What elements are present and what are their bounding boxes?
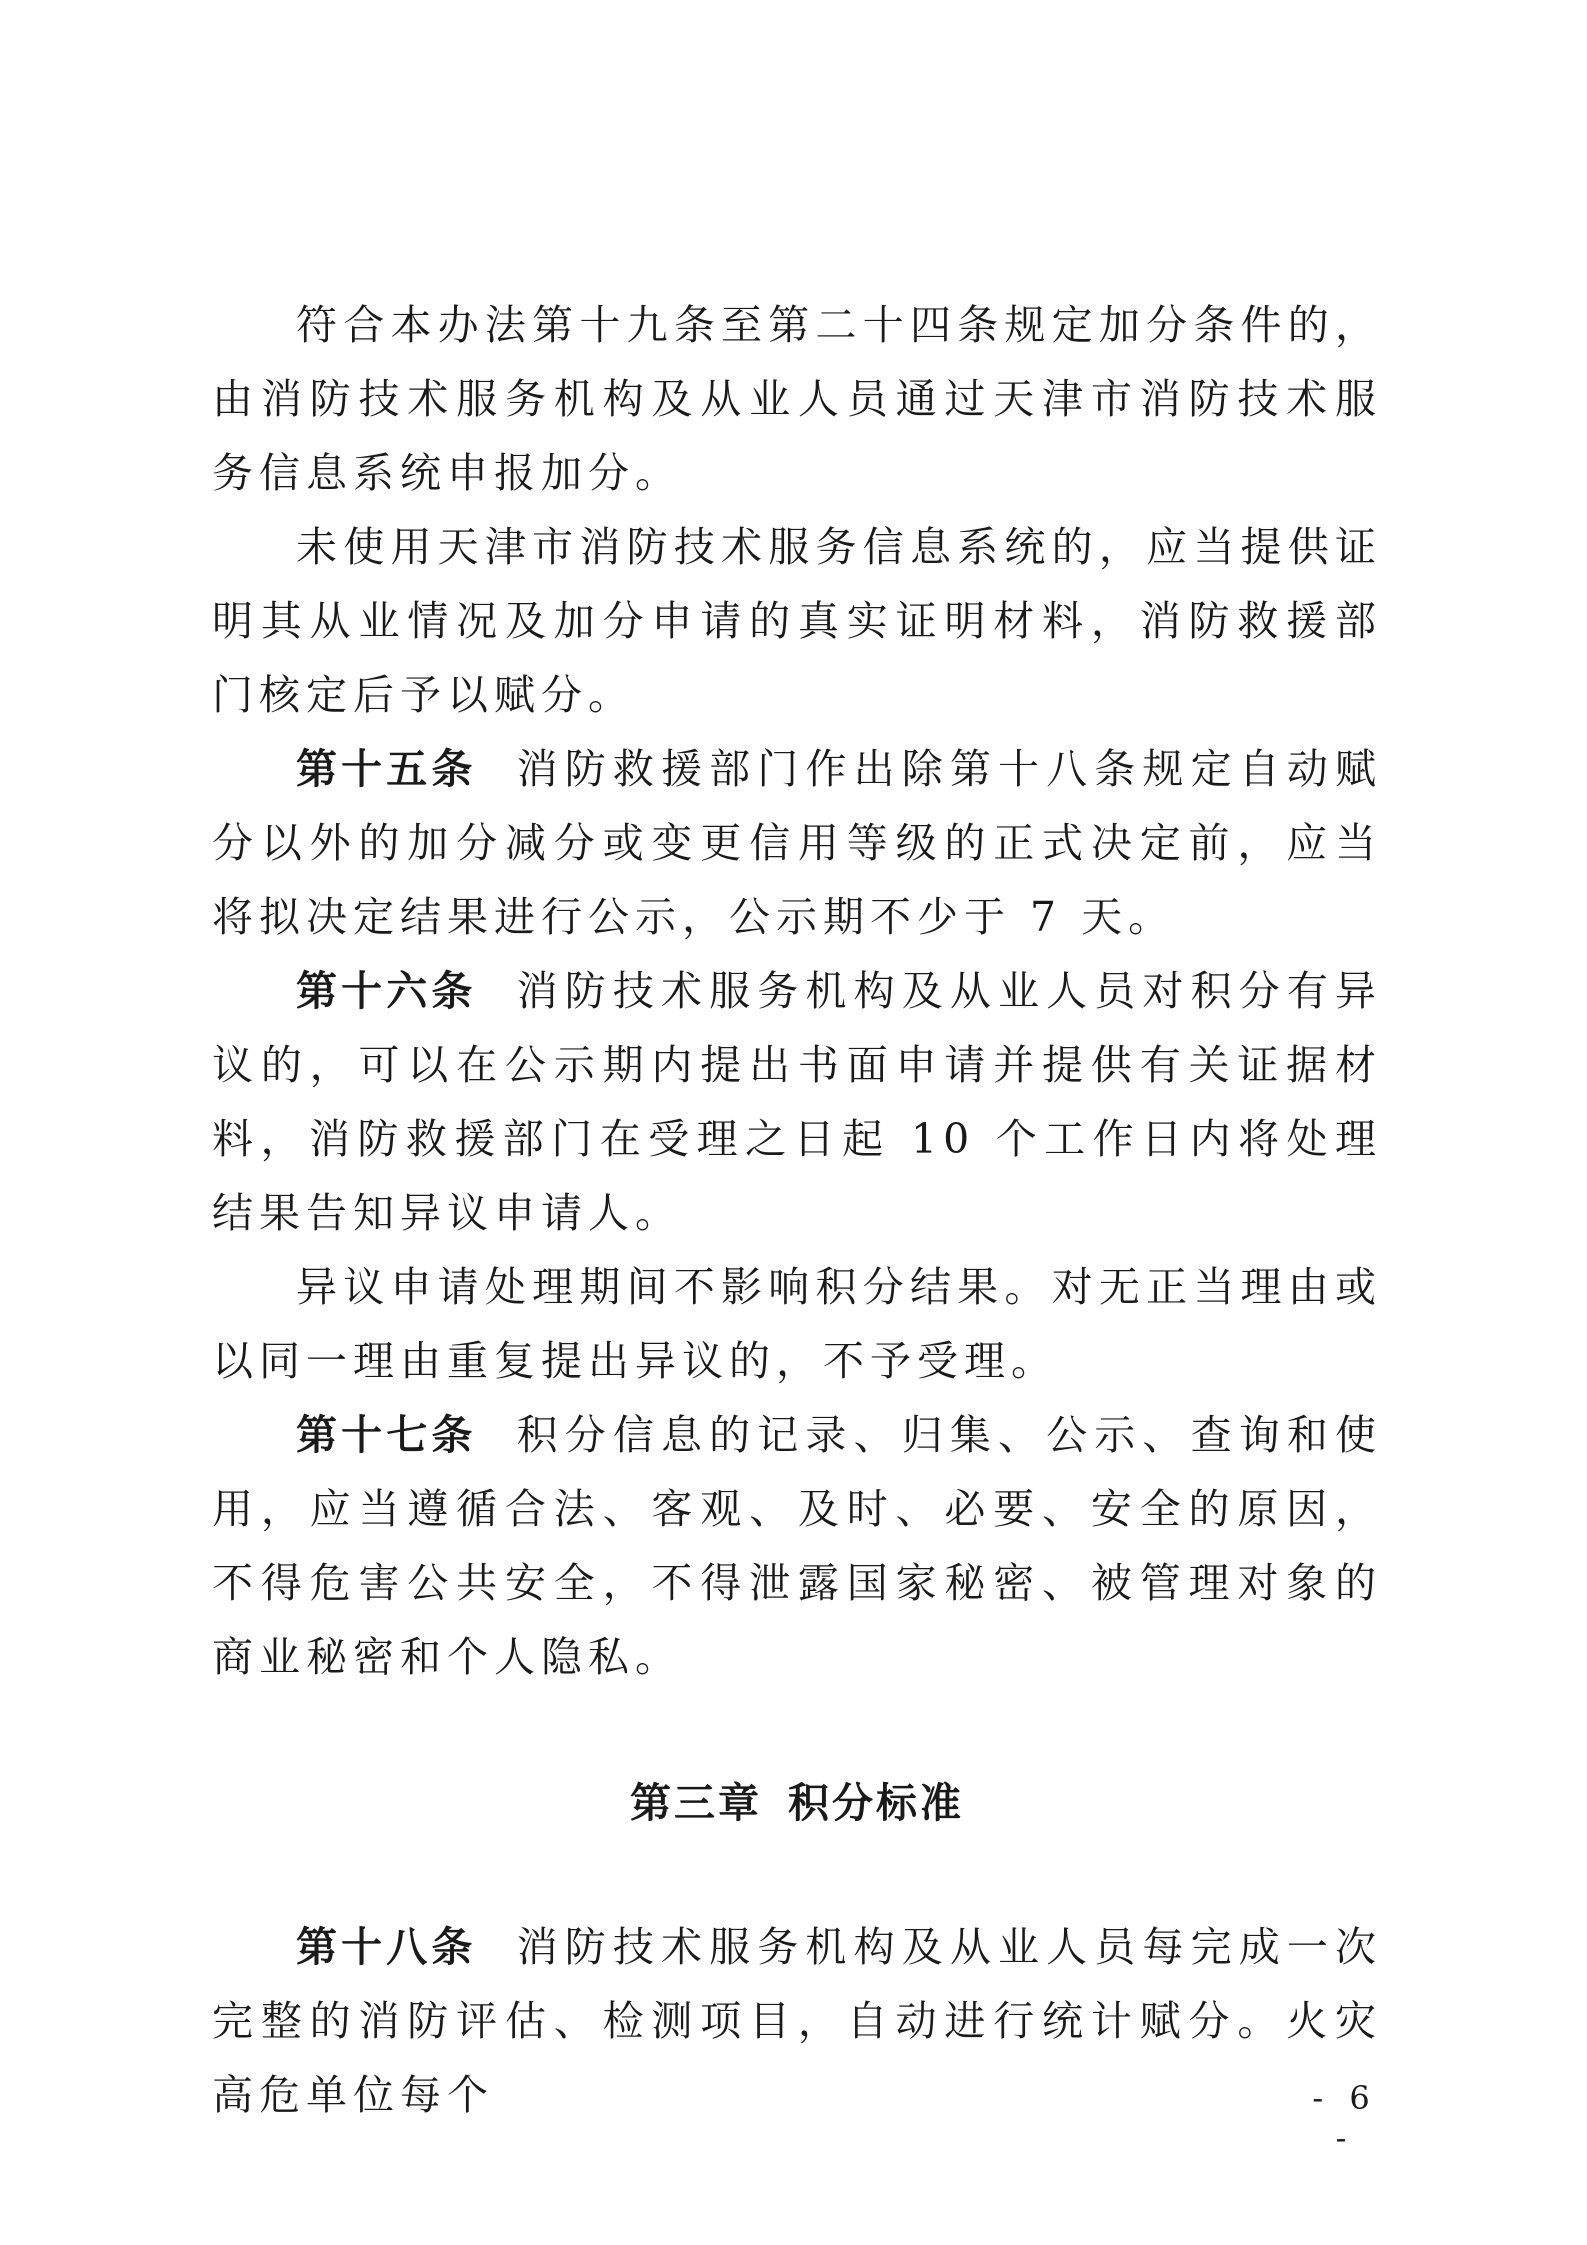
- paragraph-text: 异议申请处理期间不影响积分结果。对无正当理由或以同一理由重复提出异议的，不予受理。: [212, 1263, 1382, 1385]
- article-16: [212, 954, 1382, 1250]
- document-body: [212, 288, 1382, 2132]
- article-label: 第十五条: [296, 745, 477, 793]
- article-label: 第十六条: [296, 967, 477, 1015]
- article-text: 消防技术服务机构及从业人员每完成一次完整的消防评估、检测项目，自动进行统计赋分。火灾高危单位每个: [212, 1923, 1383, 2119]
- page-number: - 6 -: [1312, 2079, 1378, 2157]
- article-label: 第十八条: [296, 1923, 477, 1971]
- article-18: [212, 1910, 1382, 2132]
- chapter-title: 积分标准: [788, 1779, 964, 1827]
- paragraph-bonus-application: [212, 288, 1382, 510]
- article-text: 消防救援部门作出除第十八条规定自动赋分以外的加分减分或变更信用等级的正式决定前，应当将拟决定结果进行公示，公示期不少于 7 天。: [212, 745, 1383, 941]
- article-text: 消防技术服务机构及从业人员对积分有异议的，可以在公示期内提出书面申请并提供有关证据材料，消防救援部门在受理之日起 10 个工作日内将处理结果告知异议申请人。: [212, 967, 1383, 1237]
- article-15: [212, 732, 1382, 954]
- paragraph-proof-materials: [212, 510, 1382, 732]
- chapter-number: 第三章: [630, 1779, 762, 1827]
- article-text: 积分信息的记录、归集、公示、查询和使用，应当遵循合法、客观、及时、必要、安全的原因，不得危害公共安全，不得泄露国家秘密、被管理对象的商业秘密和个人隐私。: [212, 1411, 1383, 1681]
- paragraph-text: 未使用天津市消防技术服务信息系统的，应当提供证明其从业情况及加分申请的真实证明材料，消防救援部门核定后予以赋分。: [212, 523, 1382, 719]
- article-label: 第十七条: [296, 1411, 477, 1459]
- paragraph-objection-period: [212, 1250, 1382, 1398]
- article-17: [212, 1398, 1382, 1694]
- paragraph-text: 符合本办法第十九条至第二十四条规定加分条件的，由消防技术服务机构及从业人员通过天津市消防技术服务信息系统申报加分。: [212, 301, 1382, 497]
- chapter-heading: [212, 1766, 1382, 1840]
